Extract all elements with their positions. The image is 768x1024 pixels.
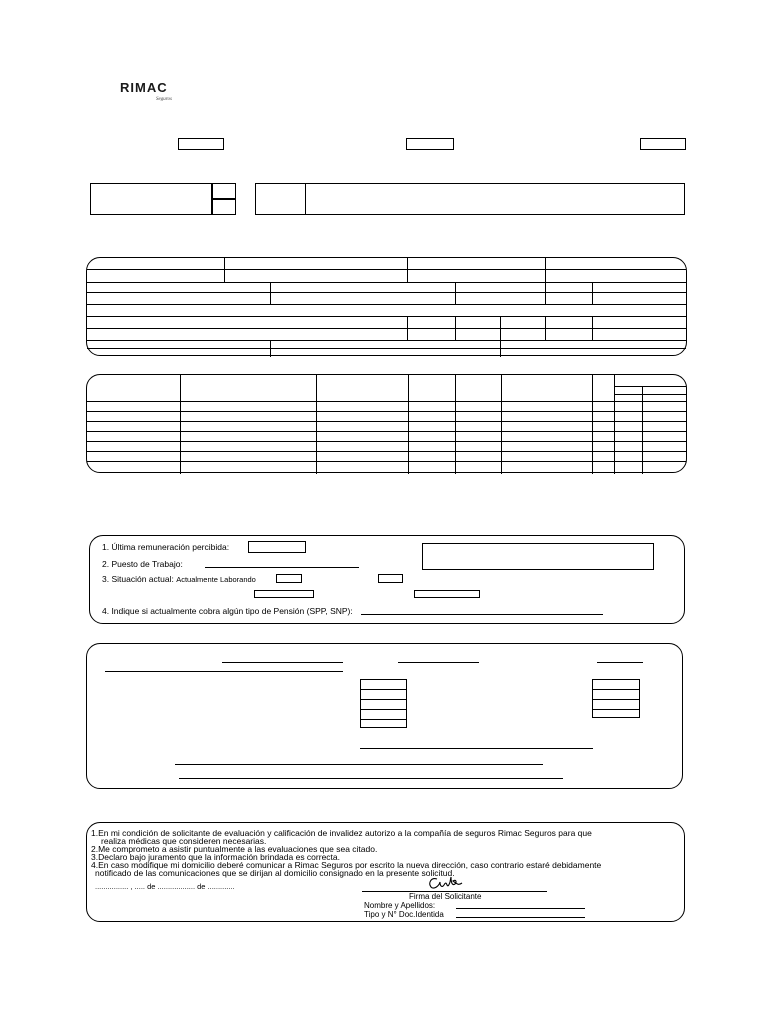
declaracion-1: 1.En mi condición de solicitante de evaluación y calificación de invalidez autorizo a la compañía de seguros Rimac Seguros para que (91, 828, 592, 838)
detalle-grid-left[interactable] (360, 679, 407, 728)
situacion-label-text: 3. Situación actual: (102, 574, 174, 584)
header-check-top[interactable] (212, 183, 236, 199)
detalle-line-4[interactable] (105, 671, 343, 672)
situacion-field-a[interactable] (254, 590, 314, 598)
puesto-field[interactable] (205, 567, 359, 568)
documento-label: Tipo y N° Doc.Identida (364, 910, 444, 919)
header-box-right[interactable] (255, 183, 685, 215)
situacion-field-b[interactable] (414, 590, 480, 598)
grid-table (86, 374, 687, 473)
remuneracion-field[interactable] (248, 541, 306, 553)
top-field-1[interactable] (178, 138, 224, 150)
situacion-option-laborando: Actualmente Laborando (176, 575, 256, 584)
logo-subtitle: Seguros (156, 97, 172, 102)
detalle-line-1[interactable] (222, 662, 343, 663)
firma-label: Firma del Solicitante (409, 892, 482, 901)
declaracion-2: 2.Me comprometo a asistir puntualmente a las evaluaciones que sea citado. (91, 844, 378, 854)
nombre-label: Nombre y Apellidos: (364, 901, 436, 910)
detalle-line-2[interactable] (398, 662, 479, 663)
declaracion-4b: notificado de las comunicaciones que se dirijan al domicilio consignado en la presente solicitud. (95, 868, 455, 878)
rimac-logo (120, 80, 190, 106)
declaracion-1b: realiza médicas que consideren necesarias. (101, 836, 267, 846)
item-situacion-label (102, 574, 256, 585)
detalle-section (86, 643, 683, 789)
pension-field[interactable] (361, 614, 603, 615)
header-divider (305, 183, 306, 215)
documento-field[interactable] (456, 917, 585, 918)
detalle-line-3[interactable] (597, 662, 643, 663)
signature-mark (425, 873, 465, 893)
detalle-line-7[interactable] (179, 778, 563, 779)
detalle-line-6[interactable] (175, 764, 543, 765)
laborando-checkbox[interactable] (276, 574, 302, 583)
detalle-grid-right[interactable] (592, 679, 640, 718)
situacion-section (89, 535, 685, 624)
item-pension-label: 4. Indique si actualmente cobra algún tipo de Pensión (SPP, SNP): (102, 606, 353, 616)
header-box-left[interactable] (90, 183, 212, 215)
logo-wordmark: RIMAC (120, 80, 168, 95)
top-field-3[interactable] (640, 138, 686, 150)
header-check-bottom[interactable] (212, 199, 236, 215)
datos-table (86, 257, 687, 356)
declaracion-3: 3.Declaro bajo juramento que la información brindada es correcta. (91, 852, 340, 862)
detalle-line-5[interactable] (360, 748, 593, 749)
declaraciones-section (86, 822, 685, 922)
declaracion-4: 4.En caso modifique mi domicilio deberé comunicar a Rimac Seguros por escrito la nueva dirección, caso contrario estaré debidamente (91, 860, 602, 870)
item-remuneracion-label: 1. Última remuneración percibida: (102, 542, 230, 552)
fecha-lugar[interactable]: ................ , ..... de .................. de ............. (95, 882, 235, 891)
item-puesto-label: 2. Puesto de Trabajo: (102, 559, 183, 569)
situacion-checkbox-2[interactable] (378, 574, 403, 583)
top-field-2[interactable] (406, 138, 454, 150)
nombre-field[interactable] (456, 908, 585, 909)
situacion-notes-box[interactable] (422, 543, 654, 570)
